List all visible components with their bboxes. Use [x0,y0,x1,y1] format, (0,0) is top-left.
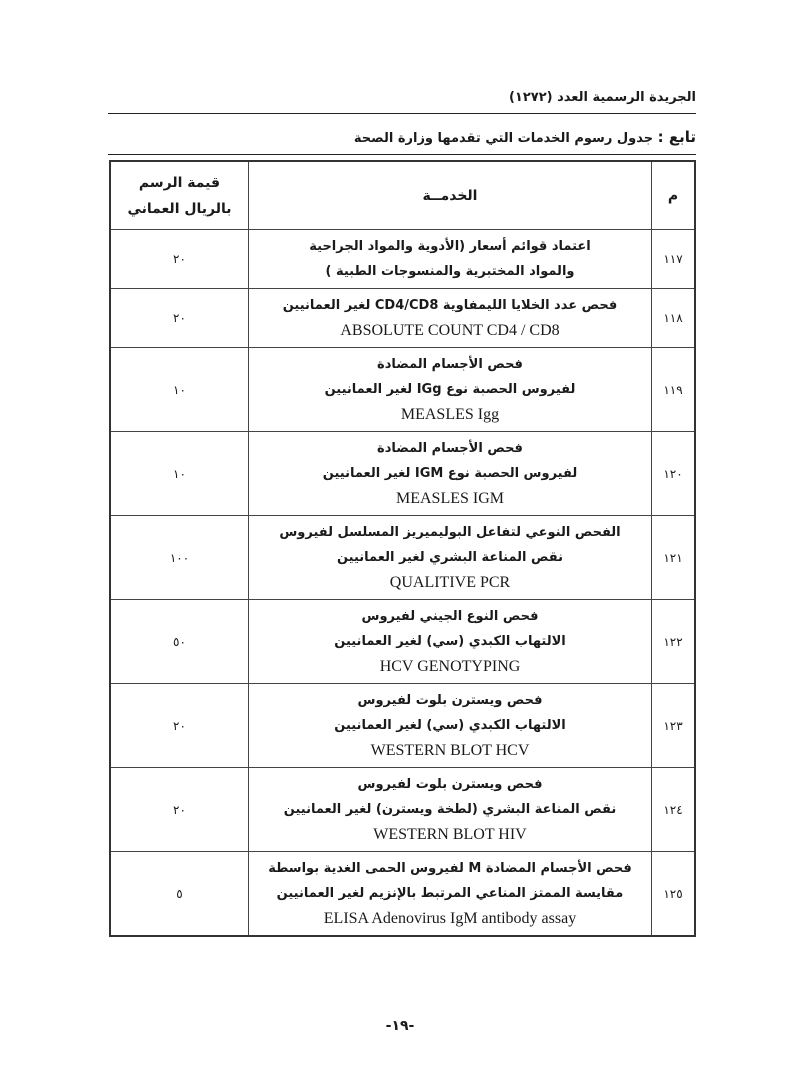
service-english-name: HCV GENOTYPING [379,658,521,675]
service-description [249,230,652,289]
gazette-header: الجريدة الرسمية العدد (١٢٧٢) [508,90,696,105]
service-english-name: WESTERN BLOT HCV [370,742,530,759]
fees-table [109,160,696,937]
service-arabic-line: الالتهاب الكبدي (سي) لغير العمانيين [334,634,566,649]
table-row [110,289,695,348]
service-arabic-line: فحص ويسترن بلوت لفيروس [357,693,543,708]
column-header-fee [110,161,249,230]
fee-value: ٥ [110,852,249,937]
service-description [249,432,652,516]
table-row [110,516,695,600]
service-english-name: MEASLES Igg [400,406,500,423]
row-number: ١٢٠ [652,432,696,516]
service-description [249,768,652,852]
service-arabic-line: مقايسة الممتز المناعي المرتبط بالإنزيم لغير العمانيين [276,886,624,901]
service-arabic-line: نقص المناعة البشري (لطخة ويسترن) لغير العمانيين [283,802,617,817]
row-number: ١٢٢ [652,600,696,684]
fee-header-line1: قيمة الرسم [138,174,221,191]
table-header-row [110,161,695,230]
row-number: ١٢٥ [652,852,696,937]
service-arabic-line: فحص النوع الجيني لفيروس [361,609,539,624]
row-number: ١٢٣ [652,684,696,768]
caption-divider [108,154,696,155]
page-number: -١٩- [385,1018,415,1034]
header-divider [108,113,696,114]
caption-text: جدول رسوم الخدمات التي تقدمها وزارة الصحة [353,131,654,146]
service-english-name: QUALITIVE PCR [389,574,511,591]
fee-value: ٢٠ [110,684,249,768]
service-english-name: ABSOLUTE COUNT CD4 / CD8 [340,322,560,339]
table-row [110,230,695,289]
table-row [110,852,695,937]
service-arabic-line: لفيروس الحصبة نوع IGg لغير العمانيين [324,382,576,397]
table-row [110,684,695,768]
column-header-number: م [652,161,696,230]
service-arabic-line: لفيروس الحصبة نوع IGM لغير العمانيين [322,466,578,481]
fee-value: ١٠ [110,348,249,432]
table-caption [108,128,696,146]
service-arabic-line: فحص ويسترن بلوت لفيروس [357,777,543,792]
service-description [249,600,652,684]
service-description [249,684,652,768]
table-row [110,600,695,684]
service-arabic-line: فحص الأجسام المضادة [377,441,523,456]
service-arabic-line: الالتهاب الكبدي (سي) لغير العمانيين [334,718,566,733]
row-number: ١٢٤ [652,768,696,852]
row-number: ١٢١ [652,516,696,600]
caption-lead: تابع : [657,128,696,146]
row-number: ١١٨ [652,289,696,348]
service-description [249,852,652,937]
service-arabic-line: فحص الأجسام المضادة M لفيروس الحمى الغدية بواسطة [268,861,632,876]
fee-value: ٢٠ [110,230,249,289]
fee-value: ٥٠ [110,600,249,684]
service-english-name: MEASLES IGM [395,490,504,507]
fee-value: ٢٠ [110,289,249,348]
column-header-service: الخدمــة [249,161,652,230]
service-description [249,516,652,600]
service-description [249,348,652,432]
service-arabic-line: اعتماد قوائم أسعار (الأدوية والمواد الجراحية [309,239,591,254]
fee-value: ١٠ [110,432,249,516]
service-english-name: ELISA Adenovirus IgM antibody assay [323,910,577,927]
service-arabic-line: الفحص النوعي لتفاعل البوليميريز المسلسل لفيروس [279,525,621,540]
service-arabic-line: فحص الأجسام المضادة [377,357,523,372]
fee-header-line2: بالريال العماني [127,200,232,217]
service-english-name: WESTERN BLOT HIV [373,826,527,843]
service-arabic-line: والمواد المختبرية والمنسوجات الطبية ) [325,264,575,279]
table-row [110,768,695,852]
table-row [110,432,695,516]
service-arabic-line: نقص المناعة البشري لغير العمانيين [336,550,564,565]
row-number: ١١٩ [652,348,696,432]
fee-value: ١٠٠ [110,516,249,600]
service-arabic-line: فحص عدد الخلايا الليمفاوية CD4/CD8 لغير العمانيين [282,298,618,313]
service-description [249,289,652,348]
row-number: ١١٧ [652,230,696,289]
table-row [110,348,695,432]
fee-value: ٢٠ [110,768,249,852]
